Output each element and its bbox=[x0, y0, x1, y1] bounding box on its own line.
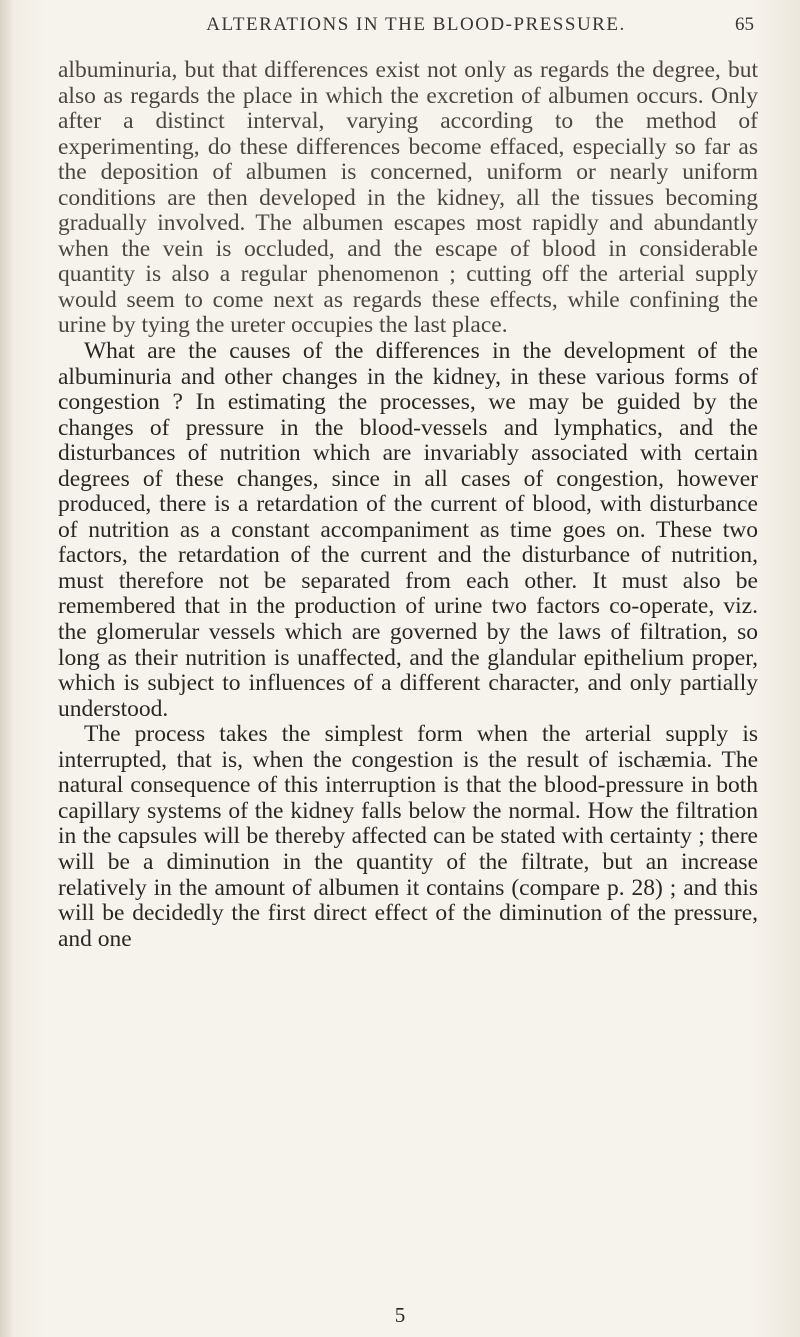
signature-mark: 5 bbox=[394, 1303, 406, 1327]
running-head: ALTERATIONS IN THE BLOOD-PRESSURE. bbox=[206, 14, 626, 35]
paragraph-2: What are the causes of the differences in the development of the albuminuria and other changes in the kidney, in these various forms of congestion ? In estimating the processes, we may be guided by the changes of pressure in the blood-vessels and lymphatics, and the disturbances of nutrition which are invariably associated with certain degrees of these changes, since in all cases of congestion, however produced, there is a retardation of the current of blood, with disturbance of nutrition as a constant accompaniment as time goes on. These two factors, the retardation of the current and the disturbance of nutrition, must therefore not be separated from each other. It must also be remembered that in the production of urine two factors co-operate, viz. the glomerular vessels which are governed by the laws of filtration, so long as their nutrition is unaffected, and the glandular epithelium proper, which is subject to influences of a different character, and only partially understood. bbox=[58, 338, 758, 722]
page-header bbox=[78, 8, 754, 48]
paragraph-3: The process takes the simplest form when the arterial supply is interrupted, that is, when the congestion is the result of ischæmia. The natural consequence of this interruption is that the blood-pressure in both capillary systems of the kidney falls below the normal. How the filtration in the capsules will be thereby affected can be stated with certainty ; there will be a diminution in the quantity of the filtrate, but an increase relatively in the amount of albumen it contains (compare p. 28) ; and this will be decidedly the first direct effect of the diminution of the pressure, and one bbox=[58, 721, 758, 952]
body-text bbox=[58, 58, 758, 952]
page-number: 65 bbox=[735, 14, 754, 35]
page-gutter-shadow bbox=[0, 0, 14, 1337]
paragraph-1: albuminuria, but that differences exist not only as regards the degree, but also as regards the place in which the excretion of albumen occurs. Only after a distinct interval, varying according to the method of experimenting, do these differences become effaced, especially so far as the deposition of albumen is concerned, uniform or nearly uniform conditions are then developed in the kidney, all the tissues becoming gradually involved. The albumen escapes most rapidly and abundantly when the vein is occluded, and the escape of blood in considerable quantity is also a regular phenomenon ; cutting off the arterial supply would seem to come next as regards these effects, while confining the urine by tying the ureter occupies the last place. bbox=[58, 57, 758, 339]
